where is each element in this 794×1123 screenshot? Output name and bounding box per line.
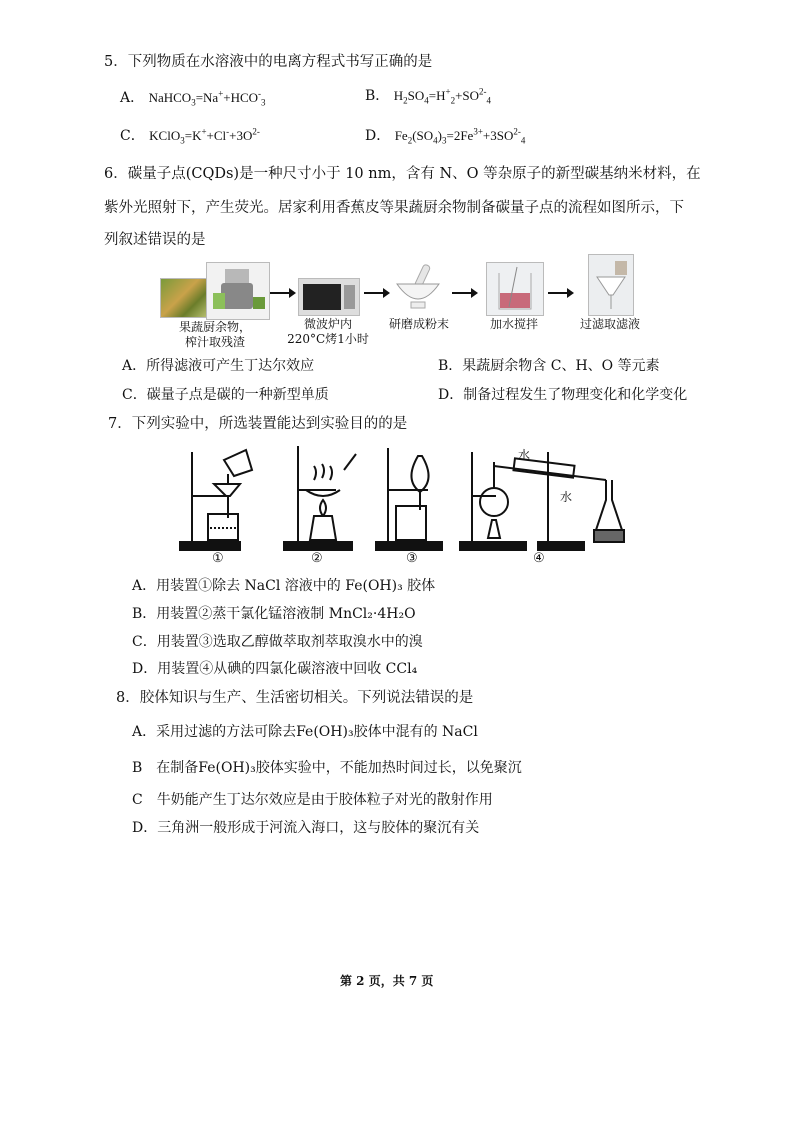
- q5-option-c-formula: $KClO_3=K^++Cl^-+3O^{2-}$: [149, 126, 260, 146]
- apparatus-label-4: ④: [533, 551, 545, 566]
- juicer-icon: [207, 263, 269, 319]
- flow-step-4-caption: 加水搅拌: [489, 317, 538, 331]
- q5-option-b-formula: $H_2SO_4=H^+_2+SO^{2-}_4$: [393, 86, 492, 106]
- apparatus-4-distillation: [460, 452, 624, 550]
- juicer-photo: [206, 262, 270, 320]
- q7-option-c: C．用装置③选取乙醇做萃取剂萃取溴水中的溴: [132, 634, 423, 650]
- q8-stem: 8．胶体知识与生产、生活密切相关。下列说法错误的是: [116, 690, 474, 706]
- q5-option-b: B． $H_2SO_4=H^+_2+SO^{2-}_4$: [365, 86, 492, 106]
- flow-step-5-caption: 过滤取滤液: [579, 317, 640, 331]
- beaker-icon: [487, 263, 543, 315]
- page-number: 第 2 页，共 7 页: [340, 974, 434, 988]
- q5-option-d-formula: $Fe_2(SO_4)_3=2Fe^{3+}+3SO^{2-}_4$: [394, 126, 526, 146]
- flow-step-2-caption: 微波炉内 220°C烤1小时: [287, 317, 369, 346]
- q8-option-a: A．采用过滤的方法可除去Fe(OH)₃胶体中混有的 NaCl: [132, 724, 478, 740]
- q5-stem: 5．下列物质在水溶液中的电离方程式书写正确的是: [104, 54, 433, 70]
- q6-option-c: C．碳量子点是碳的一种新型单质: [122, 387, 329, 403]
- q8-option-c: C 牛奶能产生丁达尔效应是由于胶体粒子对光的散射作用: [132, 792, 493, 808]
- funnel-icon: [589, 255, 633, 315]
- q5-option-d: D． $Fe_2(SO_4)_3=2Fe^{3+}+3SO^{2-}_4$: [365, 126, 526, 146]
- apparatus-2-evaporation: [284, 446, 356, 550]
- microwave-photo: [298, 278, 360, 316]
- q6-stem-line-1: 6．碳量子点(CQDs)是一种尺寸小于 10 nm，含有 N、O 等杂原子的新型碳基纳米材料，在: [104, 166, 701, 182]
- q6-option-b: B．果蔬厨余物含 C、H、O 等元素: [438, 358, 660, 374]
- apparatus-label-2: ②: [311, 551, 323, 566]
- q5-option-c: C． $KClO_3=K^++Cl^-+3O^{2-}$: [120, 126, 260, 146]
- apparatus-1-filtration: [180, 450, 252, 550]
- mortar-icon: [393, 262, 443, 314]
- water-outlet-label: 水: [560, 490, 573, 504]
- flow-arrow-icon: [452, 292, 476, 294]
- q6-option-d: D．制备过程发生了物理变化和化学变化: [438, 387, 688, 403]
- microwave-icon: [299, 279, 359, 315]
- q7-option-a: A．用装置①除去 NaCl 溶液中的 Fe(OH)₃ 胶体: [132, 578, 436, 594]
- apparatus-label-3: ③: [406, 551, 418, 566]
- beaker-stirring-photo: [486, 262, 544, 316]
- q8-option-b: B 在制备Fe(OH)₃胶体实验中，不能加热时间过长，以免聚沉: [132, 760, 522, 776]
- q6-option-a: A．所得滤液可产生丁达尔效应: [122, 358, 315, 374]
- q7-option-b: B．用装置②蒸干氯化锰溶液制 MnCl₂·4H₂O: [132, 606, 416, 622]
- q7-stem: 7．下列实验中，所选装置能达到实验目的的是: [108, 416, 408, 432]
- food-waste-photo: [160, 278, 208, 318]
- apparatus-label-1: ①: [212, 551, 224, 566]
- flow-step-3-caption: 研磨成粉末: [388, 317, 449, 331]
- water-inlet-label: 水: [518, 448, 531, 462]
- q5-option-a: A． $NaHCO_3=Na^++HCO^-_3$: [120, 88, 266, 108]
- q8-option-d: D．三角洲一般形成于河流入海口，这与胶体的聚沉有关: [132, 820, 480, 836]
- q6-stem-line-2: 紫外光照射下，产生荧光。居家利用香蕉皮等果蔬厨余物制备碳量子点的流程如图所示，下: [104, 200, 684, 216]
- flow-arrow-icon: [270, 292, 294, 294]
- filtration-photo: [588, 254, 634, 316]
- q7-option-d: D．用装置④从碘的四氯化碳溶液中回收 CCl₄: [132, 661, 418, 677]
- q7-apparatus-figure: [176, 440, 644, 568]
- q6-stem-line-3: 列叙述错误的是: [104, 232, 206, 248]
- q5-option-a-formula: $NaHCO_3=Na^++HCO^-_3$: [148, 88, 266, 108]
- flow-arrow-icon: [364, 292, 388, 294]
- flow-step-1-caption: 果蔬厨余物， 榨汁取残渣: [178, 320, 251, 349]
- apparatus-3-separatory-funnel: [376, 448, 442, 550]
- flow-arrow-icon: [548, 292, 572, 294]
